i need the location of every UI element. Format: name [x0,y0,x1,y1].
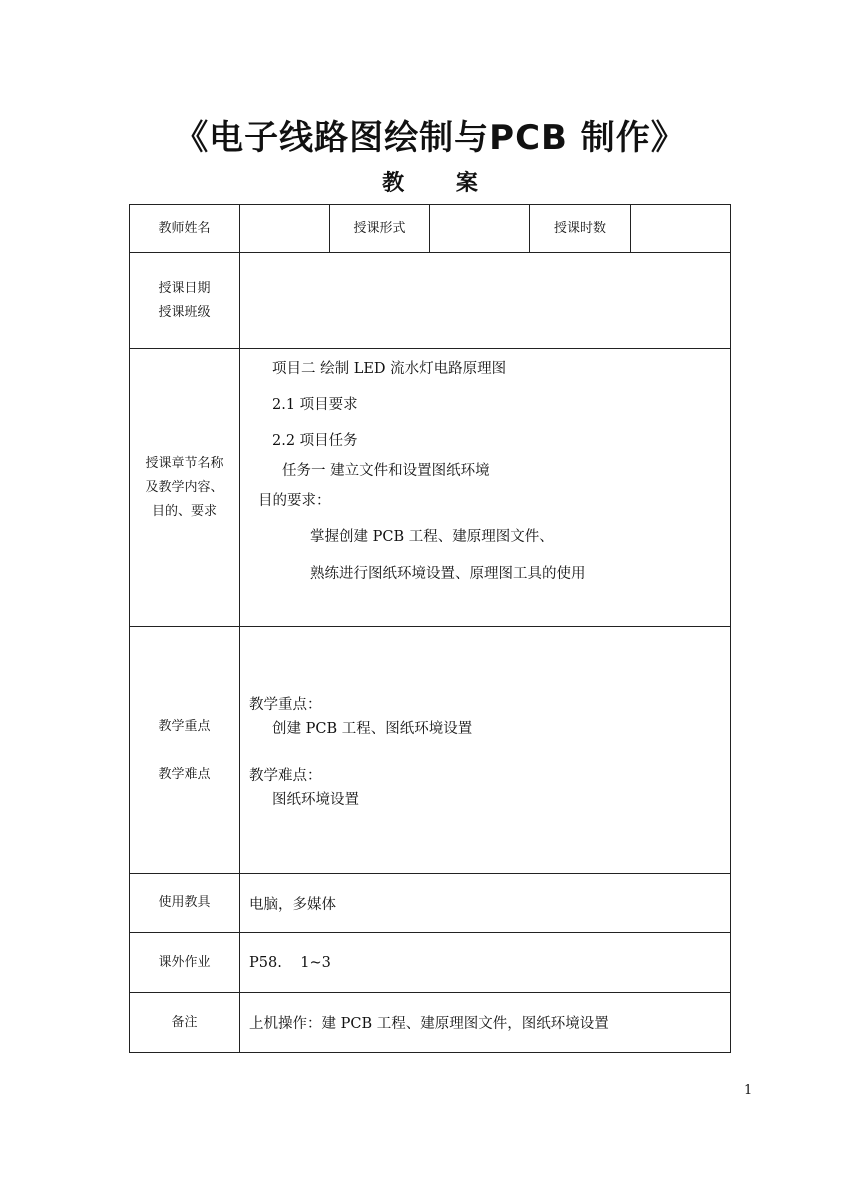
notes-value: 上机操作：建 PCB 工程、建原理图文件，图纸环境设置 [240,993,731,1053]
teaching-form-value [430,205,530,253]
difficulty-text: 图纸环境设置 [272,792,359,808]
teaching-form-label: 授课形式 [330,205,430,253]
tools-label: 使用教具 [130,874,240,933]
chapter-line: 掌握创建 PCB 工程、建原理图文件、 [310,529,554,545]
chapter-line: 目的要求： [258,493,331,509]
table-row-date-class [130,253,731,349]
key-point-label: 教学重点 [158,719,211,734]
table-row-homework [130,933,731,993]
difficulty-label: 教学难点 [158,767,211,782]
teacher-name-value [240,205,330,253]
key-points-content-cell [240,627,731,874]
document-title: 《电子线路图绘制与PCB 制作》 [174,118,686,158]
table-row-key-points [130,627,731,874]
key-points-label-cell [130,627,240,874]
chapter-line: 2.1 项目要求 [272,397,358,413]
table-row-tools [130,874,731,933]
chapter-content-cell [240,349,731,627]
teacher-name-label: 教师姓名 [130,205,240,253]
chapter-line: 熟练进行图纸环境设置、原理图工具的使用 [310,566,586,582]
tools-value: 电脑，多媒体 [240,874,731,933]
difficulty-heading: 教学难点： [249,768,322,784]
chapter-label-line: 授课章节名称 [145,455,224,471]
chapter-label-line: 目的、要求 [151,503,217,519]
page-number: 1 [744,1083,753,1098]
teaching-hours-value [631,205,731,253]
table-row-notes [130,993,731,1053]
homework-value: P58. 1~3 [240,933,731,993]
lesson-plan-table [129,204,731,1053]
chapter-label-cell [130,349,240,627]
notes-label: 备注 [130,993,240,1053]
chapter-label-line: 及教学内容、 [145,479,224,495]
teaching-date-label: 授课日期 [158,280,211,296]
teaching-hours-label: 授课时数 [530,205,631,253]
chapter-line: 2.2 项目任务 [272,433,358,449]
key-point-heading: 教学重点： [249,697,322,713]
table-row-teacher [130,205,731,253]
table-row-chapter [130,349,731,627]
chapter-line: 项目二 绘制 LED 流水灯电路原理图 [272,361,507,377]
teaching-class-label: 授课班级 [158,304,211,320]
date-class-label-cell [130,253,240,349]
key-point-text: 创建 PCB 工程、图纸环境设置 [272,721,473,737]
document-subtitle: 教 案 [382,171,500,196]
chapter-line: 任务一 建立文件和设置图纸环境 [282,463,490,479]
date-class-value [240,253,731,349]
homework-label: 课外作业 [130,933,240,993]
